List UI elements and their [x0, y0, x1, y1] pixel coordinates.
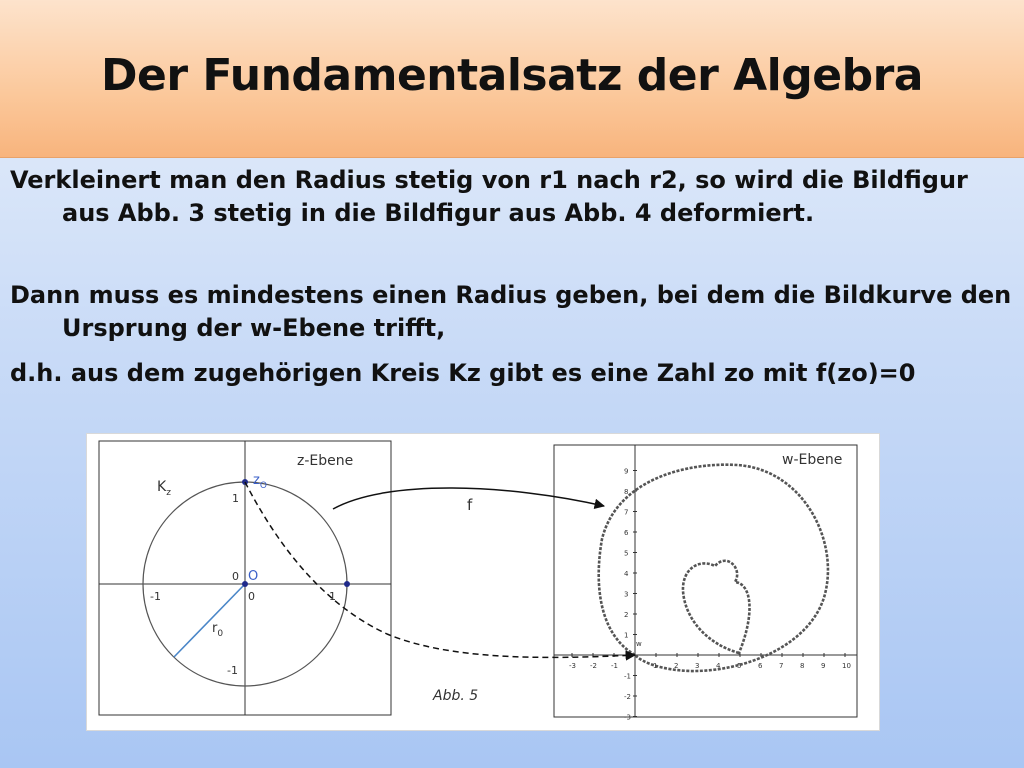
title-band: [0, 0, 1024, 158]
w-tick-x: 3: [695, 662, 700, 670]
r0-label: $r_0$: [212, 621, 224, 639]
w-tick-y: -2: [624, 693, 631, 701]
w-tick-y: 8: [624, 488, 629, 496]
z-plane-label: z-Ebene: [297, 453, 354, 469]
w-tick-x: 8: [800, 662, 805, 670]
w-origin-label: w: [636, 640, 642, 648]
figure-abb-5: [86, 433, 880, 731]
w-tick-x: 1: [653, 662, 658, 670]
z-tick-y-neg1: -1: [227, 664, 238, 677]
w-tick-y: 6: [624, 529, 629, 537]
w-tick-y: 9: [624, 467, 629, 476]
w-tick-y: 7: [624, 508, 629, 517]
w-tick-y: 2: [624, 611, 629, 619]
w-tick-x: 7: [779, 662, 784, 670]
paragraph-1: Verkleinert man den Radius stetig von r1 nach r2, so wird die Bildfigur aus Abb. 3 stetig in die Bildfigur aus Abb. 4 deformiert.: [10, 166, 968, 227]
figure-svg: [87, 434, 879, 730]
w-tick-x: 5: [737, 662, 742, 670]
zo-label: $z_O$: [253, 473, 267, 491]
origin-o-label: O: [248, 569, 259, 584]
paragraph-3: d.h. aus dem zugehörigen Kreis Kz gibt es eine Zahl zo mit f(zo)=0: [10, 359, 916, 387]
z-tick-y-1: 1: [232, 492, 239, 505]
z-tick-x-neg1: -1: [150, 590, 161, 603]
kz-label: $K_z$: [157, 479, 171, 498]
w-tick-y: 5: [624, 549, 629, 558]
w-tick-x: 10: [842, 662, 851, 670]
w-tick-y: 1: [624, 631, 629, 640]
w-plane-label: w-Ebene: [782, 452, 843, 468]
w-tick-x: 4: [716, 662, 721, 670]
z-tick-x-0: 0: [248, 590, 255, 603]
w-tick-y: -3: [624, 713, 631, 722]
w-tick-y: 3: [624, 590, 629, 599]
mapping-arrow-label: f: [467, 496, 473, 514]
point-origin: [242, 581, 248, 587]
point-r0: [344, 581, 350, 587]
z-tick-y-0: 0: [232, 570, 239, 583]
w-tick-y: -1: [624, 672, 631, 681]
w-tick-x: 9: [821, 662, 826, 670]
paragraph-2: Dann muss es mindestens einen Radius geben, bei dem die Bildkurve den Ursprung der w-Ebene trifft,: [10, 281, 1012, 342]
w-tick-y: 4: [624, 570, 629, 578]
w-tick-x: 6: [758, 662, 763, 670]
w-tick-x: -1: [611, 662, 618, 670]
slide-title: Der Fundamentalsatz der Algebra: [101, 50, 923, 101]
w-tick-x: 2: [674, 662, 679, 670]
w-tick-x: -3: [569, 662, 576, 670]
z-tick-x-1: 1: [329, 590, 336, 603]
figure-caption: Abb. 5: [433, 688, 479, 704]
w-tick-x: -2: [590, 662, 597, 670]
